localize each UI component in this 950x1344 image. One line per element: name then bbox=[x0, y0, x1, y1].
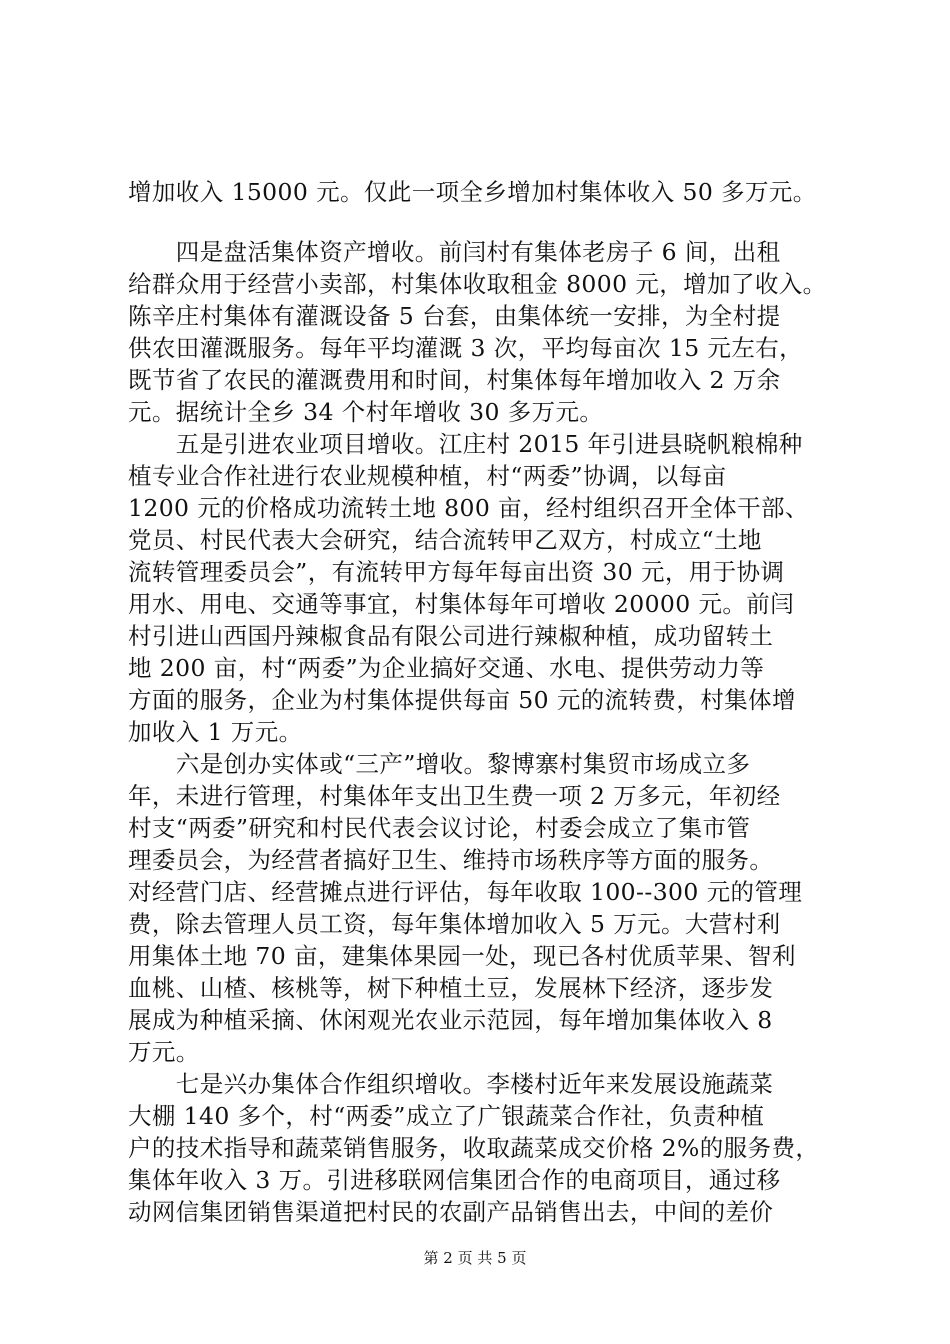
paragraph-line: 用集体土地 70 亩，建集体果园一处，现已各村优质苹果、智利 bbox=[128, 942, 796, 970]
paragraph-line: 年，未进行管理，村集体年支出卫生费一项 2 万多元，年初经 bbox=[128, 782, 781, 810]
paragraph-line: 既节省了农民的灌溉费用和时间，村集体每年增加收入 2 万余 bbox=[128, 366, 781, 394]
paragraph-line: 用水、用电、交通等事宜，村集体每年可增收 20000 元。前闫 bbox=[128, 590, 795, 618]
paragraph-line: 加收入 1 万元。 bbox=[128, 718, 303, 746]
paragraph-line: 六是创办实体或“三产”增收。黎博寨村集贸市场成立多 bbox=[128, 750, 751, 778]
paragraph-line: 展成为种植采摘、休闲观光农业示范园，每年增加集体收入 8 bbox=[128, 1006, 773, 1034]
paragraph-line: 给群众用于经营小卖部，村集体收取租金 8000 元，增加了收入。 bbox=[128, 270, 827, 298]
paragraph-line: 动网信集团销售渠道把村民的农副产品销售出去，中间的差价 bbox=[128, 1198, 774, 1226]
paragraph-line: 大棚 140 多个，村“两委”成立了广银蔬菜合作社，负责种植 bbox=[128, 1102, 765, 1130]
paragraph-line: 七是兴办集体合作组织增收。李楼村近年来发展设施蔬菜 bbox=[128, 1070, 774, 1098]
paragraph-line: 集体年收入 3 万。引进移联网信集团合作的电商项目，通过移 bbox=[128, 1166, 781, 1194]
paragraph-line: 方面的服务，企业为村集体提供每亩 50 元的流转费，村集体增 bbox=[128, 686, 796, 714]
paragraph-line: 费，除去管理人员工资，每年集体增加收入 5 万元。大营村利 bbox=[128, 910, 781, 938]
paragraph-line: 植专业合作社进行农业规模种植，村“两委”协调，以每亩 bbox=[128, 462, 727, 490]
paragraph-line: 村支“两委”研究和村民代表会议讨论，村委会成立了集市管 bbox=[128, 814, 751, 842]
paragraph-line: 村引进山西国丹辣椒食品有限公司进行辣椒种植，成功留转土 bbox=[128, 622, 774, 650]
paragraph-line: 党员、村民代表大会研究，结合流转甲乙双方，村成立“土地 bbox=[128, 526, 762, 554]
page-number-footer: 第 2 页 共 5 页 bbox=[423, 1249, 527, 1267]
paragraph-line: 对经营门店、经营摊点进行评估，每年收取 100--300 元的管理 bbox=[128, 878, 803, 906]
paragraph-line: 陈辛庄村集体有灌溉设备 5 台套，由集体统一安排，为全村提 bbox=[128, 302, 781, 330]
paragraph-line: 1200 元的价格成功流转土地 800 亩，经村组织召开全体干部、 bbox=[128, 494, 809, 522]
paragraph-line: 供农田灌溉服务。每年平均灌溉 3 次，平均每亩次 15 元左右， bbox=[128, 334, 804, 362]
paragraph-line: 元。据统计全乡 34 个村年增收 30 多万元。 bbox=[128, 398, 604, 426]
paragraph-line: 四是盘活集体资产增收。前闫村有集体老房子 6 间，出租 bbox=[128, 238, 781, 266]
paragraph-line: 户的技术指导和蔬菜销售服务，收取蔬菜成交价格 2%的服务费， bbox=[128, 1134, 820, 1162]
paragraph-line: 流转管理委员会”，有流转甲方每年每亩出资 30 元，用于协调 bbox=[128, 558, 785, 586]
paragraph-line: 万元。 bbox=[128, 1038, 200, 1066]
paragraph-line: 血桃、山楂、核桃等，树下种植土豆，发展林下经济，逐步发 bbox=[128, 974, 774, 1002]
paragraph-line: 理委员会，为经营者搞好卫生、维持市场秩序等方面的服务。 bbox=[128, 846, 774, 874]
paragraph-line: 增加收入 15000 元。仅此一项全乡增加村集体收入 50 多万元。 bbox=[128, 178, 817, 206]
paragraph-line: 地 200 亩，村“两委”为企业搞好交通、水电、提供劳动力等 bbox=[128, 654, 765, 682]
paragraph-line: 五是引进农业项目增收。江庄村 2015 年引进县晓帆粮棉种 bbox=[128, 430, 803, 458]
